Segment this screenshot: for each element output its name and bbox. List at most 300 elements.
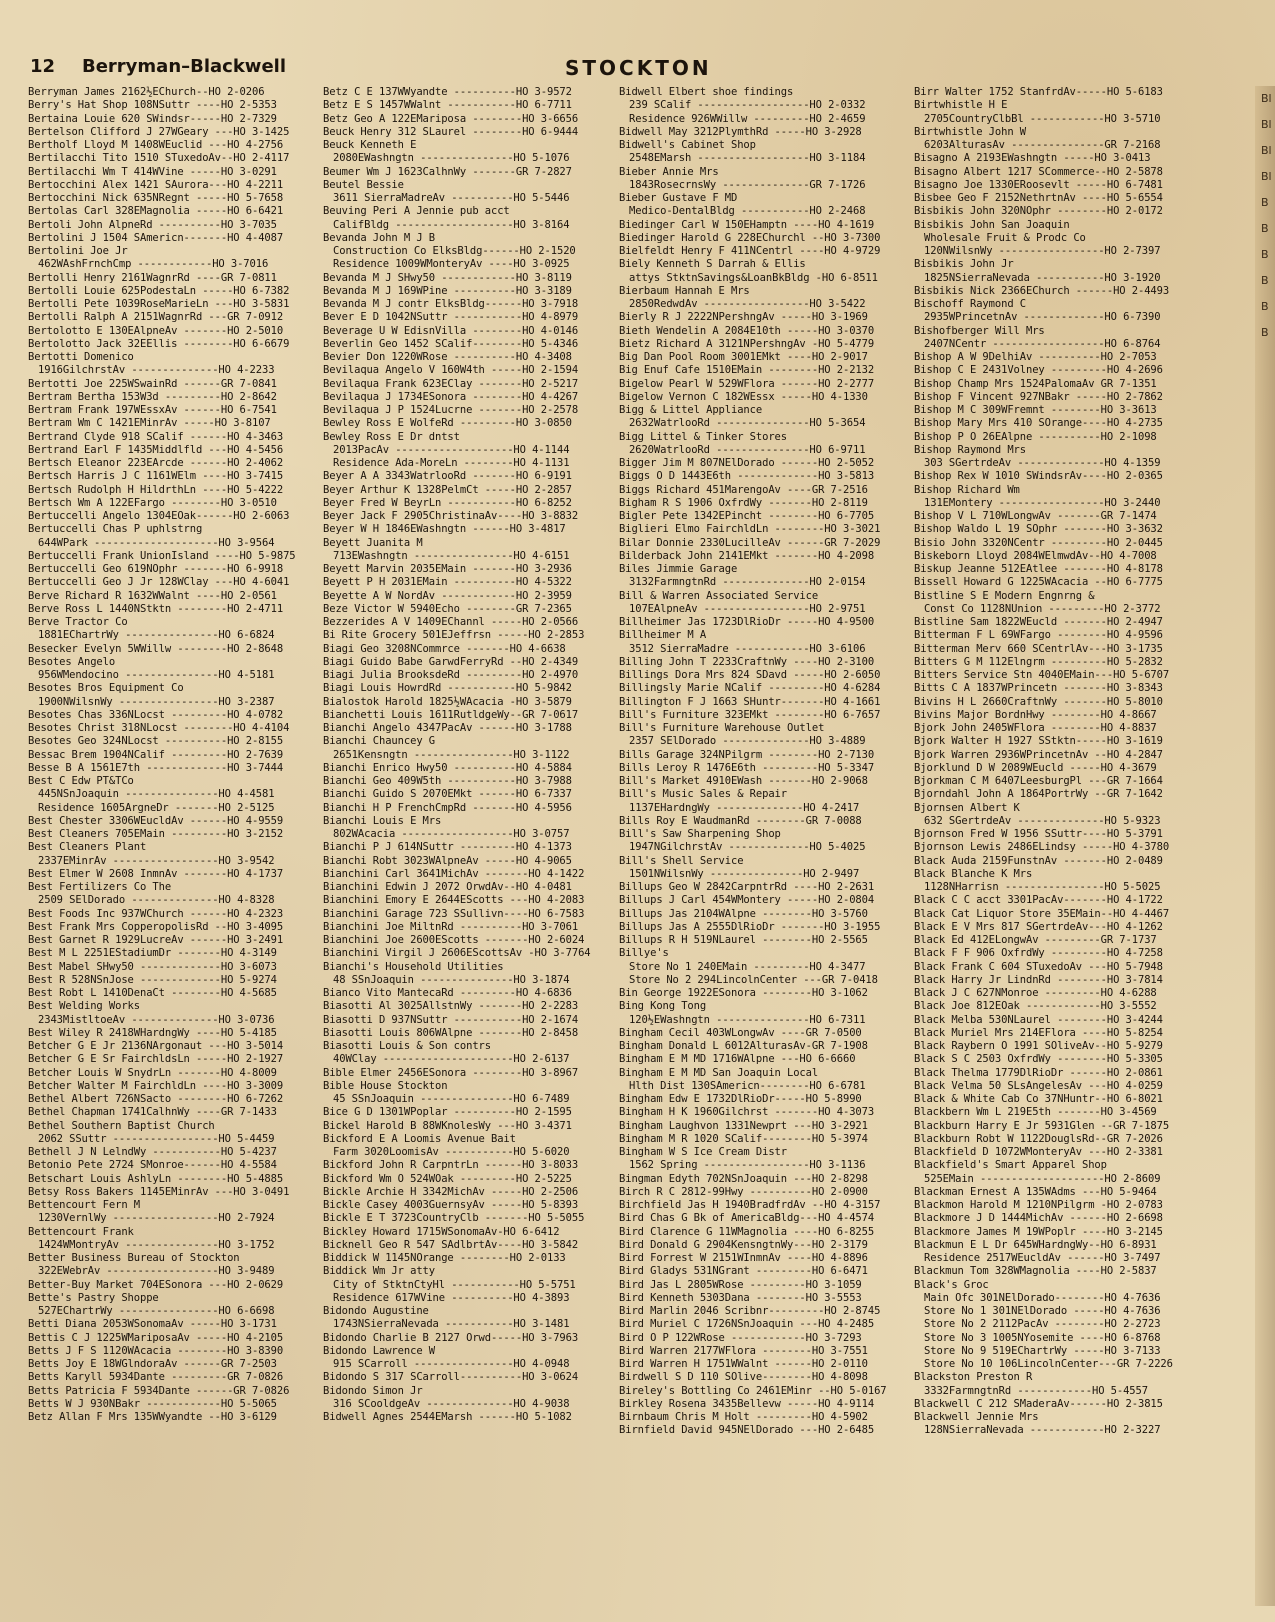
next-page-glyph: B: [1261, 300, 1269, 313]
directory-entry: Bertelson Clifford J 27WGeary ---HO 3-1425: [28, 125, 290, 138]
directory-entry: Biasotti D 937NSuttr -----------HO 2-1674: [323, 1013, 579, 1026]
directory-entry: Biddick Wm Jr atty: [323, 1265, 435, 1278]
directory-entry: Bickle Casey 4003GuernsyAv -----HO 5-8393: [323, 1199, 579, 1211]
directory-entry: 1137EHardngWy --------------HO 4-2417: [629, 801, 860, 814]
directory-entry: Hlth Dist 130SAmericn--------HO 6-6781: [629, 1079, 866, 1092]
directory-entry: Bjorndahl John A 1864PortrWy --GR 7-1642: [914, 788, 1163, 801]
directory-entry: Bisbikis John San Joaquin: [914, 218, 1070, 231]
directory-entry: Biskeborn Lloyd 2084WElmwdAv--HO 4-7008: [914, 549, 1157, 562]
directory-entry: Beverlin Geo 1452 SCalif--------HO 5-4346: [323, 337, 579, 350]
directory-entry: 2850RedwdAv -----------------HO 3-5422: [629, 298, 866, 310]
directory-entry: Blackman Ernest A 135WAdms ---HO 5-9464: [914, 1185, 1157, 1198]
directory-entry: Black Harry Jr LindnRd --------HO 3-7814: [914, 973, 1163, 986]
directory-entry: Black E V Mrs 817 SGertrdeAv---HO 4-1262: [914, 920, 1163, 933]
directory-entry: Bishop F Vincent 927NBakr -----HO 2-7862: [914, 390, 1163, 403]
directory-entry: Store No 2 294LincolnCenter ---GR 7-0418: [629, 973, 878, 986]
directory-entry: 2337EMinrAv -----------------HO 3-9542: [38, 854, 275, 867]
directory-entry: Birr Walter 1752 StanfrdAv-----HO 5-6183: [914, 86, 1163, 98]
directory-entry: Beverage U W EdisnVilla --------HO 4-0146: [323, 324, 579, 337]
directory-entry: Bianchini Garage 723 SSullivn----HO 6-7583: [323, 907, 585, 920]
directory-entry: 3132FarmngtnRd --------------HO 2-0154: [629, 576, 866, 589]
directory-entry: Billheimer M A: [619, 629, 707, 642]
directory-entry: attys StktnSavings&LoanBkBldg -HO 6-8511: [629, 271, 878, 284]
directory-entry: Residence 1009WMonteryAv ----HO 3-0925: [333, 258, 570, 271]
directory-entry: Bisbee Geo F 2152NethrtnAv ----HO 5-6554: [914, 192, 1163, 204]
directory-entry: Bigelow Pearl W 529WFlora ------HO 2-2777: [619, 377, 875, 390]
directory-entry: Biedinger Harold G 228EChurchl --HO 3-7300: [619, 231, 881, 244]
directory-entry: Bishop Mary Mrs 410 SOrange----HO 4-2735: [914, 417, 1163, 430]
directory-entry: 2013PacAv -------------------HO 4-1144: [333, 443, 570, 456]
directory-entry: 2651Kensngtn ----------------HO 3-1122: [333, 748, 570, 761]
directory-entry: 527EChartrWy ----------------HO 6-6698: [38, 1305, 275, 1317]
directory-entry: Bilderback John 2141EMkt -------HO 4-2098: [619, 549, 875, 562]
directory-entry: Bianchi's Household Utilities: [323, 960, 504, 973]
directory-entry: Berve Richard R 1632WWalnt ----HO 2-0561: [28, 589, 277, 602]
directory-entry: Bicknell Geo R 547 SAdlbrtAv----HO 3-5842: [323, 1238, 579, 1251]
directory-entry: Bingham Laughvon 1331Newprt ---HO 3-2921: [619, 1119, 868, 1132]
directory-entry: Bickford John R CarpntrLn ------HO 3-8033: [323, 1159, 579, 1172]
directory-entry: Bevanda M J SHwy50 ------------HO 3-8119: [323, 271, 572, 284]
directory-entry: Bigger Jim M 807NElDorado ------HO 2-5052: [619, 457, 875, 469]
directory-entry: Billups Geo W 2842CarpntrRd ----HO 2-2631: [619, 881, 875, 893]
directory-entry: Bertolotto E 130EAlpneAv -------HO 2-5010: [28, 324, 284, 337]
directory-entry: Best Mabel SHwy50 -------------HO 3-6073: [28, 960, 277, 973]
directory-entry: Biggs O D 1443E6th -------------HO 3-5813: [619, 470, 875, 483]
directory-entry: 1501NWilsnWy ---------------HO 2-9497: [629, 867, 860, 880]
directory-entry: Store No 1 240EMain ---------HO 4-3477: [629, 960, 866, 973]
next-page-glyph: Bl: [1261, 118, 1272, 131]
directory-entry: Biagi Geo 3208NCommrce -------HO 4-6638: [323, 642, 566, 655]
directory-entry: Black Cat Liquor Store 35EMain--HO 4-4467: [914, 907, 1170, 920]
directory-entry: Bidwell Agnes 2544EMarsh ------HO 5-1082: [323, 1411, 572, 1423]
directory-entry: Biddick W 1145NOrange --------HO 2-0133: [323, 1252, 566, 1264]
directory-entry: Bishop A W 9DelhiAv ----------HO 2-7053: [914, 351, 1157, 363]
directory-entry: Bidondo Augustine: [323, 1305, 429, 1317]
directory-entry: Beyette A W NordAv ------------HO 2-3959: [323, 589, 572, 602]
directory-entry: Bever E D 1042NSuttr -----------HO 4-8979: [323, 311, 579, 324]
directory-entry: Bevanda John M J B: [323, 231, 435, 244]
directory-entry: Bisagno Albert 1217 SCommerce--HO 2-5878: [914, 165, 1163, 178]
directory-entry: 1424WMontryAv ---------------HO 3-1752: [38, 1238, 275, 1251]
directory-entry: Bigham R S 1906 OxfrdWy -------HO 2-8119: [619, 496, 868, 509]
directory-entry: Bidondo Simon Jr: [323, 1384, 423, 1397]
directory-entry: 1230VernlWy -----------------HO 2-7924: [38, 1212, 275, 1225]
directory-entry: Bianchi Guido S 2070EMkt ------HO 6-7337: [323, 788, 572, 801]
directory-entry: Beyett Marvin 2035EMain -------HO 3-2936: [323, 563, 572, 575]
directory-entry: Bianchi Angelo 4347PacAv ------HO 3-1788: [323, 722, 572, 734]
directory-entry: Black Velma 50 SLsAngelesAv ---HO 4-0259: [914, 1079, 1163, 1092]
directory-entry: Bird Marlin 2046 Scribnr---------HO 2-8745: [619, 1305, 881, 1317]
directory-entry: Store No 1 301NElDorado -----HO 4-7636: [924, 1305, 1161, 1317]
directory-entry: 120½EWashngtn ---------------HO 6-7311: [629, 1013, 866, 1026]
directory-entry: Bieber Annie Mrs: [619, 165, 719, 178]
directory-entry: Billye's: [619, 947, 669, 960]
directory-entry: Bissell Howard G 1225WAcacia --HO 6-7775: [914, 576, 1163, 589]
directory-entry: Bettencourt Fern M: [28, 1199, 140, 1211]
directory-entry: Biely Kenneth S Darrah & Ellis: [619, 258, 806, 271]
directory-entry: 107EAlpneAv -----------------HO 2-9751: [629, 602, 866, 615]
directory-entry: Bisagno A 2193EWashngtn -----HO 3-0413: [914, 152, 1151, 165]
directory-entry: Beutel Bessie: [323, 178, 404, 191]
directory-entry: Besse B A 1561E7th -------------HO 3-7444: [28, 761, 284, 774]
directory-entry: Betz Geo A 122EMariposa --------HO 3-6656: [323, 112, 579, 125]
directory-entry: Bitters G M 112Elngrm ---------HO 5-2832: [914, 655, 1163, 668]
directory-entry: Bingham Donald L 6012AlturasAv-GR 7-1908: [619, 1040, 868, 1052]
directory-entry: Biasotti Louis & Son contrs: [323, 1040, 491, 1052]
directory-entry: Birch R C 2812-99Hwy ----------HO 2-0900: [619, 1185, 868, 1198]
directory-entry: Bjornsen Albert K: [914, 801, 1020, 814]
directory-entry: Bishop M C 309WFremnt --------HO 3-3613: [914, 404, 1157, 416]
directory-entry: Biagi Louis HowrdRd -----------HO 5-9842: [323, 682, 572, 695]
directory-entry: Bishop Champ Mrs 1524PalomaAv GR 7-1351: [914, 377, 1157, 390]
directory-entry: Betts Patricia F 5934Dante ------GR 7-0826: [28, 1384, 290, 1397]
directory-entry: Betcher Walter M FairchldLn ----HO 3-3009: [28, 1079, 284, 1092]
directory-entry: 128NSierraNevada ------------HO 2-3227: [924, 1424, 1161, 1437]
directory-entry: Black Thelma 1779DlRioDr ------HO 2-0861: [914, 1066, 1163, 1079]
directory-entry: Berryman James 2162½EChurch--HO 2-0206: [28, 86, 265, 98]
directory-entry: Bisbikis John Jr: [914, 258, 1014, 271]
page-number: 12: [30, 56, 56, 77]
directory-entry: Bevanda M J 169WPine ----------HO 3-3189: [323, 284, 572, 297]
directory-entry: Bisbikis John 320NOphr --------HO 2-0172: [914, 205, 1163, 218]
directory-entry: Best Elmer W 2608 InmnAv -------HO 4-1737: [28, 867, 284, 880]
directory-entry: Bishop Raymond Mrs: [914, 443, 1026, 456]
directory-entry: Bianco Vito ManteсaRd ---------HO 4-6836: [323, 987, 572, 999]
directory-entry: Bice G D 1301WPoplar ----------HO 2-1595: [323, 1106, 572, 1119]
directory-entry: Bird Clarence G 11WMagnolia ----HO 6-8255: [619, 1225, 875, 1238]
directory-entry: Birkley Rosena 3435Bellevw -----HO 4-9114: [619, 1397, 875, 1410]
directory-entry: Bjork Walter H 1927 SStktn-----HO 3-1619: [914, 735, 1163, 748]
directory-entry: Bird O P 122WRose ------------HO 3-7293: [619, 1331, 862, 1344]
directory-entry: Bidondo S 317 SCarroll----------HO 3-0624: [323, 1371, 579, 1384]
directory-entry: Bingham W S Ice Cream Distr: [619, 1146, 787, 1158]
directory-entry: Bertsch Harris J C 1161WElm ----HO 3-7415: [28, 470, 284, 483]
directory-entry: Bird Forrest W 2151WInmnAv ----HO 4-8896: [619, 1252, 868, 1264]
directory-entry: Bjorklund D W 2089WEucld -----HO 4-3679: [914, 761, 1157, 774]
directory-entry: Bills Roy E WaudmanRd --------GR 7-0088: [619, 814, 862, 827]
directory-entry: Bjorkman C M 6407LeesburgPl ---GR 7-1664: [914, 775, 1163, 787]
directory-entry: Bertolini Joe Jr: [28, 245, 128, 257]
next-page-edge: [1255, 86, 1275, 1606]
directory-entry: Blackmun E L Dr 645WHardngWy--HO 6-8931: [914, 1238, 1157, 1251]
directory-entry: Main Ofc 301NElDorado--------HO 4-7636: [924, 1291, 1161, 1304]
directory-entry: 445NSnJoaquin ---------------HO 4-4581: [38, 788, 275, 801]
directory-entry: Construction Co ElksBldg------HO 2-1520: [333, 245, 576, 257]
directory-entry: Betcher Louis W SnydrLn -------HO 4-8009: [28, 1066, 277, 1079]
directory-entry: 1900NWilsnWy ----------------HO 3-2387: [38, 695, 275, 708]
directory-entry: Bishop C E 2431Volney ---------HO 4-2696: [914, 364, 1163, 377]
directory-entry: Bible House Stockton: [323, 1079, 448, 1092]
directory-entry: Bianchi Louis E Mrs: [323, 814, 442, 827]
directory-entry: Bird Muriel C 1726NSnJoaquin ---HO 4-2485: [619, 1318, 875, 1331]
directory-entry: Blackston Preston R: [914, 1371, 1033, 1384]
directory-entry: Bischoff Raymond C: [914, 298, 1026, 310]
directory-entry: Bertuccelli Angelo 1304EOak------HO 2-6063: [28, 510, 290, 522]
directory-entry: 2062 SSuttr -----------------HO 5-4459: [38, 1132, 275, 1145]
directory-entry: Bivins H L 2660CraftnWy -------HO 5-8010: [914, 695, 1163, 708]
directory-entry: Bird Gladys 531NGrant ---------HO 6-6471: [619, 1265, 868, 1278]
directory-entry: Bettencourt Frank: [28, 1225, 134, 1238]
directory-entry: 6203AlturasAv ---------------GR 7-2168: [924, 139, 1161, 151]
directory-entry: Bingham M R 1020 SCalif--------HO 5-3974: [619, 1132, 868, 1145]
listing-column-1: [28, 86, 320, 1424]
directory-entry: Best Garnet R 1929LucreAv ------HO 3-2491: [28, 934, 284, 946]
directory-entry: Bickley Howard 1715WSonomaAv-HO 6-6412: [323, 1225, 560, 1238]
directory-entry: Blackwell Jennie Mrs: [914, 1411, 1039, 1423]
directory-entry: 2080EWashngtn ---------------HO 5-1076: [333, 152, 570, 165]
next-page-glyph: B: [1261, 274, 1269, 287]
directory-entry: Wholesale Fruit & Prodc Co: [924, 231, 1086, 244]
directory-entry: Black Melba 530NLaurel --------HO 3-4244: [914, 1013, 1163, 1026]
directory-entry: Best M L 2251EStadiumDr -------HO 4-3149: [28, 947, 277, 960]
directory-entry: 2620WatrlooRd ---------------HO 6-9711: [629, 443, 866, 456]
directory-entry: Store No 3 1005NYosemite ----HO 6-8768: [924, 1331, 1161, 1344]
directory-entry: Birdwell S D 110 SOlive--------HO 4-8098: [619, 1371, 868, 1384]
directory-entry: Bialostok Harold 1825½WAcacia -HO 3-5879: [323, 695, 572, 708]
directory-entry: Bill & Warren Associated Service: [619, 589, 819, 602]
directory-entry: Betcher G E Sr FairchldsLn -----HO 2-1927: [28, 1053, 284, 1066]
directory-entry: Bertholf Lloyd M 1408WEuclid ---HO 4-2756: [28, 139, 284, 151]
directory-entry: Beumer Wm J 1623CalhnWy -------GR 7-2827: [323, 165, 572, 178]
directory-entry: Beyett P H 2031EMain ----------HO 4-5322: [323, 576, 572, 589]
directory-entry: Bethell J N LelndWy -----------HO 5-4237: [28, 1146, 277, 1158]
directory-entry: Bertuccelli Geo 619NOphr -------HO 6-9918: [28, 563, 284, 575]
directory-entry: Black & White Cab Co 37NHuntr--HO 6-8021: [914, 1093, 1163, 1105]
directory-entry: 131EMontery -----------------HO 3-2440: [924, 496, 1161, 509]
directory-entry: Bertotti Joe 225WSwainRd ------GR 7-0841: [28, 377, 277, 390]
directory-entry: Bjornson Lewis 2486ELindsy -----HO 4-3780: [914, 841, 1170, 854]
directory-entry: Bianchi Robt 3023WAlpneAv -----HO 4-9065: [323, 854, 572, 867]
directory-entry: Billing John T 2233CraftnWy ----HO 2-3100: [619, 655, 875, 668]
directory-entry: Residence 1605ArgneDr -------HO 2-5125: [38, 801, 275, 814]
directory-entry: Betts Joy E 18WGlndoraAv ------GR 7-2503: [28, 1358, 277, 1370]
directory-entry: 1916GilchrstAv --------------HO 4-2233: [38, 364, 275, 377]
directory-entry: Bickel Harold B 88WKnolesWy ---HO 3-4371: [323, 1119, 572, 1132]
directory-entry: Bilar Donnie 2330LucilleAv ------GR 7-2029: [619, 536, 881, 549]
directory-entry: Bitterman F L 69WFargo --------HO 4-9596: [914, 629, 1163, 642]
directory-entry: Blackburn Harry E Jr 5931Glen --GR 7-1875: [914, 1119, 1170, 1132]
directory-entry: Bianchi P J 614NSuttr ---------HO 4-1373: [323, 841, 572, 854]
directory-entry: Bingham H K 1960Gilchrst -------HO 4-3073: [619, 1106, 875, 1119]
directory-entry: Blackfield's Smart Apparel Shop: [914, 1159, 1107, 1172]
directory-entry: Bishofberger Will Mrs: [914, 324, 1045, 337]
directory-entry: 956WMendocino ---------------HO 4-5181: [38, 669, 275, 681]
directory-entry: 462WAshFrnchCmp ------------HO 3-7016: [38, 258, 269, 271]
directory-entry: Bingham E M MD 1716WAlpne ---HO 6-6660: [619, 1053, 856, 1066]
directory-entry: Bertrand Earl F 1435Middlfld ---HO 4-5456: [28, 443, 284, 456]
directory-entry: Black Frank C 604 STuxedoAv ---HO 5-7948: [914, 960, 1163, 973]
directory-entry: Beyer Fred W BeyrLn -----------HO 6-8252: [323, 496, 572, 509]
directory-entry: 525EMain --------------------HO 2-8609: [924, 1172, 1161, 1185]
directory-entry: Bill's Furniture Warehouse Outlet: [619, 722, 825, 734]
page-name-range: Berryman–Blackwell: [82, 56, 286, 77]
directory-entry: Bidwell May 3212PlymthRd -----HO 3-2928: [619, 125, 862, 138]
directory-entry: 1843RosecrnsWy --------------GR 7-1726: [629, 178, 866, 191]
directory-entry: Blackfield D 1072WMonteryAv ---HO 2-3381: [914, 1146, 1163, 1158]
directory-entry: Black J C 627NMonroe ---------HO 4-6288: [914, 987, 1157, 999]
directory-entry: 2407NCentr ------------------HO 6-8764: [924, 337, 1161, 350]
directory-entry: Bietz Richard A 3121NPershngAv -HO 5-4779: [619, 337, 875, 350]
directory-entry: CalifBldg -------------------HO 3-8164: [333, 218, 570, 231]
directory-entry: 3611 SierraMadreAv ----------HO 5-5446: [333, 192, 570, 204]
directory-entry: Bishop Rex W 1010 SWindsrAv----HO 2-0365: [914, 470, 1163, 483]
directory-entry: Besotes Christ 318NLocst --------HO 4-4104: [28, 722, 290, 734]
directory-entry: Beyer A A 3343WatrlooRd -------HO 6-9191: [323, 470, 572, 483]
directory-entry: Bigelow Vernon C 182WEssx -----HO 4-1330: [619, 390, 868, 403]
listing-column-4: [914, 86, 1206, 1438]
directory-entry: Bertram Bertha 153W3d ---------HO 2-8642: [28, 390, 277, 403]
directory-entry: Big Enuf Cafe 1510EMain --------HO 2-2132: [619, 364, 875, 377]
directory-entry: Black's Groc: [914, 1278, 989, 1291]
directory-entry: Beyett Juanita M: [323, 536, 423, 549]
directory-entry: Black C C acct 3301PacAv-------HO 4-1722: [914, 894, 1163, 907]
directory-entry: Biasotti Louis 806WAlpne -------HO 2-8458: [323, 1026, 579, 1039]
directory-entry: Billings Dora Mrs 824 SDavd -----HO 2-6050: [619, 669, 881, 681]
directory-entry: Bistline Sam 1822WEucld -------HO 2-4947: [914, 616, 1163, 628]
directory-entry: 2509 SElDorado --------------HO 4-8328: [38, 894, 275, 907]
directory-entry: Besotes Bros Equipment Co: [28, 682, 184, 695]
directory-entry: Billups J Carl 454WMontery -----HO 2-0804: [619, 894, 875, 907]
directory-entry: Biasotti Al 3025AllstnWy -------HO 2-2283: [323, 1000, 579, 1013]
directory-entry: Black Auda 2159FunstnAv -------HO 2-0489: [914, 854, 1163, 867]
directory-entry: Best R 528NSnJose -------------HO 5-9274: [28, 973, 277, 986]
directory-entry: Best Cleaners Plant: [28, 841, 147, 854]
directory-entry: Besotes Angelo: [28, 655, 116, 668]
directory-entry: Biagi Julia BrooksdeRd ---------HO 2-4970: [323, 669, 579, 681]
directory-entry: Bertuccelli Frank UnionIsland ----HO 5-9875: [28, 549, 296, 562]
directory-entry: Bing Kong Tong: [619, 1000, 707, 1013]
directory-entry: Billington F J 1663 SHuntr-------HO 4-1661: [619, 695, 881, 708]
directory-entry: Bivins Major BordnHwy --------HO 4-8667: [914, 708, 1157, 721]
directory-entry: 1743NSierraNevada -----------HO 3-1481: [333, 1318, 570, 1331]
directory-entry: Bigg & Littel Appliance: [619, 404, 763, 416]
directory-entry: 802WAcacia ------------------HO 3-0757: [333, 828, 570, 840]
directory-entry: Bigg Littel & Tinker Stores: [619, 430, 787, 443]
directory-entry: Birchfield Jas H 1940BradfrdAv --HO 4-3157: [619, 1199, 881, 1211]
directory-entry: Bianchi Enrico Hwy50 ----------HO 4-5884: [323, 761, 572, 774]
directory-entry: Berry's Hat Shop 108NSuttr ----HO 2-5353: [28, 99, 277, 112]
directory-entry: 2343MistltoeAv --------------HO 3-0736: [38, 1013, 275, 1026]
directory-entry: Bethel Albert 726NSacto --------HO 6-7262: [28, 1093, 284, 1105]
directory-entry: Birtwhistle John W: [914, 125, 1026, 138]
next-page-glyph: B: [1261, 326, 1269, 339]
directory-entry: Bertolli Louie 625PodestaLn -----HO 6-7382: [28, 284, 290, 297]
directory-entry: Betti Diana 2053WSonomaAv -----HO 3-1731: [28, 1318, 277, 1331]
directory-entry: Bertsch Rudolph H HildrthLn ----HO 5-4222: [28, 483, 284, 496]
directory-entry: Blackwell C 212 SMaderaAv------HO 2-3815: [914, 1397, 1163, 1410]
listing-column-2: [323, 86, 615, 1424]
directory-entry: Better-Buy Market 704ESonora ---HO 2-0629: [28, 1278, 284, 1291]
directory-entry: Bisbikis Nick 2366EChurch ------HO 2-4493: [914, 284, 1170, 297]
directory-entry: Bertotti Domenico: [28, 351, 134, 363]
directory-entry: Bevilaqua Angelo V 160W4th -----HO 2-1594: [323, 364, 579, 377]
directory-entry: Best Cleaners 705EMain ---------HO 3-2152: [28, 828, 284, 840]
directory-entry: Bertuccelli Chas P uphlstrng: [28, 523, 203, 536]
directory-entry: Best Fertilizers Co The: [28, 881, 172, 893]
directory-entry: Betz E S 1457WWalnt -----------HO 6-7711: [323, 99, 572, 112]
directory-entry: Bertram Wm C 1421EMinrAv -----HO 3-8107: [28, 417, 271, 430]
directory-entry: Bird Chas G Bk of AmericaBldg---HO 4-4574: [619, 1212, 875, 1225]
directory-entry: Bishop Richard Wm: [914, 483, 1020, 496]
directory-entry: 48 SSnJoaquin ---------------HO 3-1874: [333, 973, 570, 986]
directory-entry: Bielfeldt Henry F 411NCentrl ----HO 4-9729: [619, 245, 881, 257]
directory-entry: Beuck Kenneth E: [323, 139, 417, 151]
directory-entry: 45 SSnJoaquin ---------------HO 6-7489: [333, 1093, 570, 1105]
directory-entry: Bills Leroy R 1476E6th ---------HO 5-3347: [619, 761, 875, 774]
directory-entry: Biedinger Carl W 150EHamptn ----HO 4-1619: [619, 218, 875, 231]
directory-entry: Bianchi H P FrenchCmpRd -------HO 4-5956: [323, 801, 572, 814]
directory-entry: Bill's Furniture 323EMkt --------HO 6-7657: [619, 708, 881, 721]
directory-entry: Best Welding Works: [28, 1000, 140, 1013]
directory-entry: Bickle Archie H 3342MichAv -----HO 2-2506: [323, 1185, 579, 1198]
directory-entry: Betts J F S 1120WAcacia --------HO 3-8390: [28, 1344, 284, 1357]
directory-entry: Berve Ross L 1440NStktn --------HO 2-4711: [28, 602, 284, 615]
directory-entry: Beze Victor W 5940Echo --------GR 7-2365: [323, 602, 572, 615]
directory-entry: Bjork John 2405WFlora --------HO 4-8837: [914, 722, 1157, 734]
directory-entry: Bevanda M J contr ElksBldg------HO 3-7918: [323, 298, 579, 310]
directory-entry: Bettis C J 1225WMariposaAv -----HO 4-2105: [28, 1331, 284, 1344]
directory-entry: Billups Jas A 2555DlRioDr -------HO 3-1955: [619, 920, 881, 933]
directory-entry: Bistline S E Modern Engnrng &: [914, 589, 1095, 602]
directory-entry: Best C Edw PT&TCo: [28, 775, 134, 787]
directory-entry: Betsy Ross Bakers 1145EMinrAv ---HO 3-0491: [28, 1185, 290, 1198]
directory-entry: Blackmore James M 19WPoplr ----HO 3-2145: [914, 1225, 1163, 1238]
directory-entry: 239 SCalif ------------------HO 2-0332: [629, 99, 866, 112]
directory-entry: Blackmore J D 1444MichAv ------HO 2-6698: [914, 1212, 1163, 1225]
directory-entry: Bidondo Charlie B 2127 Orwd-----HO 3-7963: [323, 1331, 579, 1344]
directory-entry: Blackmon Harold M 1210NPilgrm -HO 2-0783: [914, 1199, 1163, 1211]
directory-entry: Bianchini Virgil J 2606EScottsAv -HO 3-7764: [323, 947, 591, 960]
directory-entry: Bisio John 3320NCentr ---------HO 2-0445: [914, 536, 1163, 549]
directory-entry: 316 SCooldgeAv --------------HO 4-9038: [333, 1397, 570, 1410]
page-city-title: STOCKTON: [565, 56, 712, 80]
directory-entry: Bertsch Eleanor 223EArcde ------HO 2-4062: [28, 457, 284, 469]
directory-entry: City of StktnCtyHl -----------HO 5-5751: [333, 1278, 576, 1291]
directory-entry: Bertilacchi Tito 1510 STuxedoAv--HO 2-4117: [28, 152, 290, 165]
directory-entry: Bickford Wm O 524WOak ---------HO 2-5225: [323, 1172, 572, 1185]
directory-entry: Bishop P O 26EAlpne ----------HO 2-1098: [914, 430, 1157, 443]
directory-entry: Bjork Warren 2936WPrincetnAv --HO 4-2847: [914, 748, 1163, 761]
directory-entry: Birnbaum Chris M Holt ---------HO 4-5902: [619, 1411, 868, 1423]
directory-entry: 2632WatrlooRd ---------------HO 5-3654: [629, 417, 866, 430]
directory-entry: Bertuccelli Geo J Jr 128WClay ---HO 4-6041: [28, 576, 290, 589]
directory-entry: Store No 10 106LincolnCenter---GR 7-2226: [924, 1358, 1173, 1370]
directory-entry: Besotes Geo 324NLocst ----------HO 2-8155: [28, 735, 284, 748]
directory-entry: Bird Jas L 2805WRose ---------HO 3-1059: [619, 1278, 862, 1291]
directory-entry: Biagi Guido Babe GarwdFerryRd --HO 2-4349: [323, 655, 579, 668]
directory-entry: Bette's Pastry Shoppe: [28, 1291, 159, 1304]
directory-entry: Bingman Edyth 702NSnJoaquin ---HO 2-8298: [619, 1172, 868, 1185]
directory-entry: Bigler Pete 1342EPincht --------HO 6-7705: [619, 510, 875, 522]
directory-entry: Residence 2517WEucldAv ------HO 3-7497: [924, 1252, 1161, 1264]
directory-entry: Bird Warren 2177WFlora --------HO 3-7551: [619, 1344, 868, 1357]
next-page-glyph: Bl: [1261, 144, 1272, 157]
directory-entry: Black S C 2503 OxfrdWy --------HO 5-3305: [914, 1053, 1163, 1066]
directory-entry: Bird Donald G 2904KensngtnWy---HO 2-3179: [619, 1238, 868, 1251]
directory-entry: Bertoli John AlpneRd ----------HO 3-7035: [28, 218, 277, 231]
directory-entry: Betcher G E Jr 2136NArgonaut ---HO 3-5014: [28, 1040, 284, 1052]
directory-entry: Billheimer Jas 1723DlRioDr -----HO 4-9500: [619, 616, 875, 628]
directory-entry: Bishop Waldo L 19 SOphr -------HO 3-3632: [914, 523, 1163, 536]
directory-entry: Biskup Jeanne 512EAtlee -------HO 4-8178: [914, 563, 1163, 575]
directory-entry: Bible Elmer 2456ESonora --------HO 3-8967: [323, 1066, 579, 1079]
directory-entry: Bewley Ross E Dr dntst: [323, 430, 460, 443]
directory-entry: Bidondo Lawrence W: [323, 1344, 435, 1357]
directory-entry: Bjornson Fred W 1956 SSuttr----HO 5-3791: [914, 828, 1163, 840]
directory-entry: 644WPark --------------------HO 3-9564: [38, 536, 275, 549]
directory-entry: Bird Warren H 1751WWalnt ------HO 2-0110: [619, 1358, 868, 1370]
directory-entry: Blackmun Tom 328WMagnolia ----HO 2-5837: [914, 1265, 1157, 1278]
